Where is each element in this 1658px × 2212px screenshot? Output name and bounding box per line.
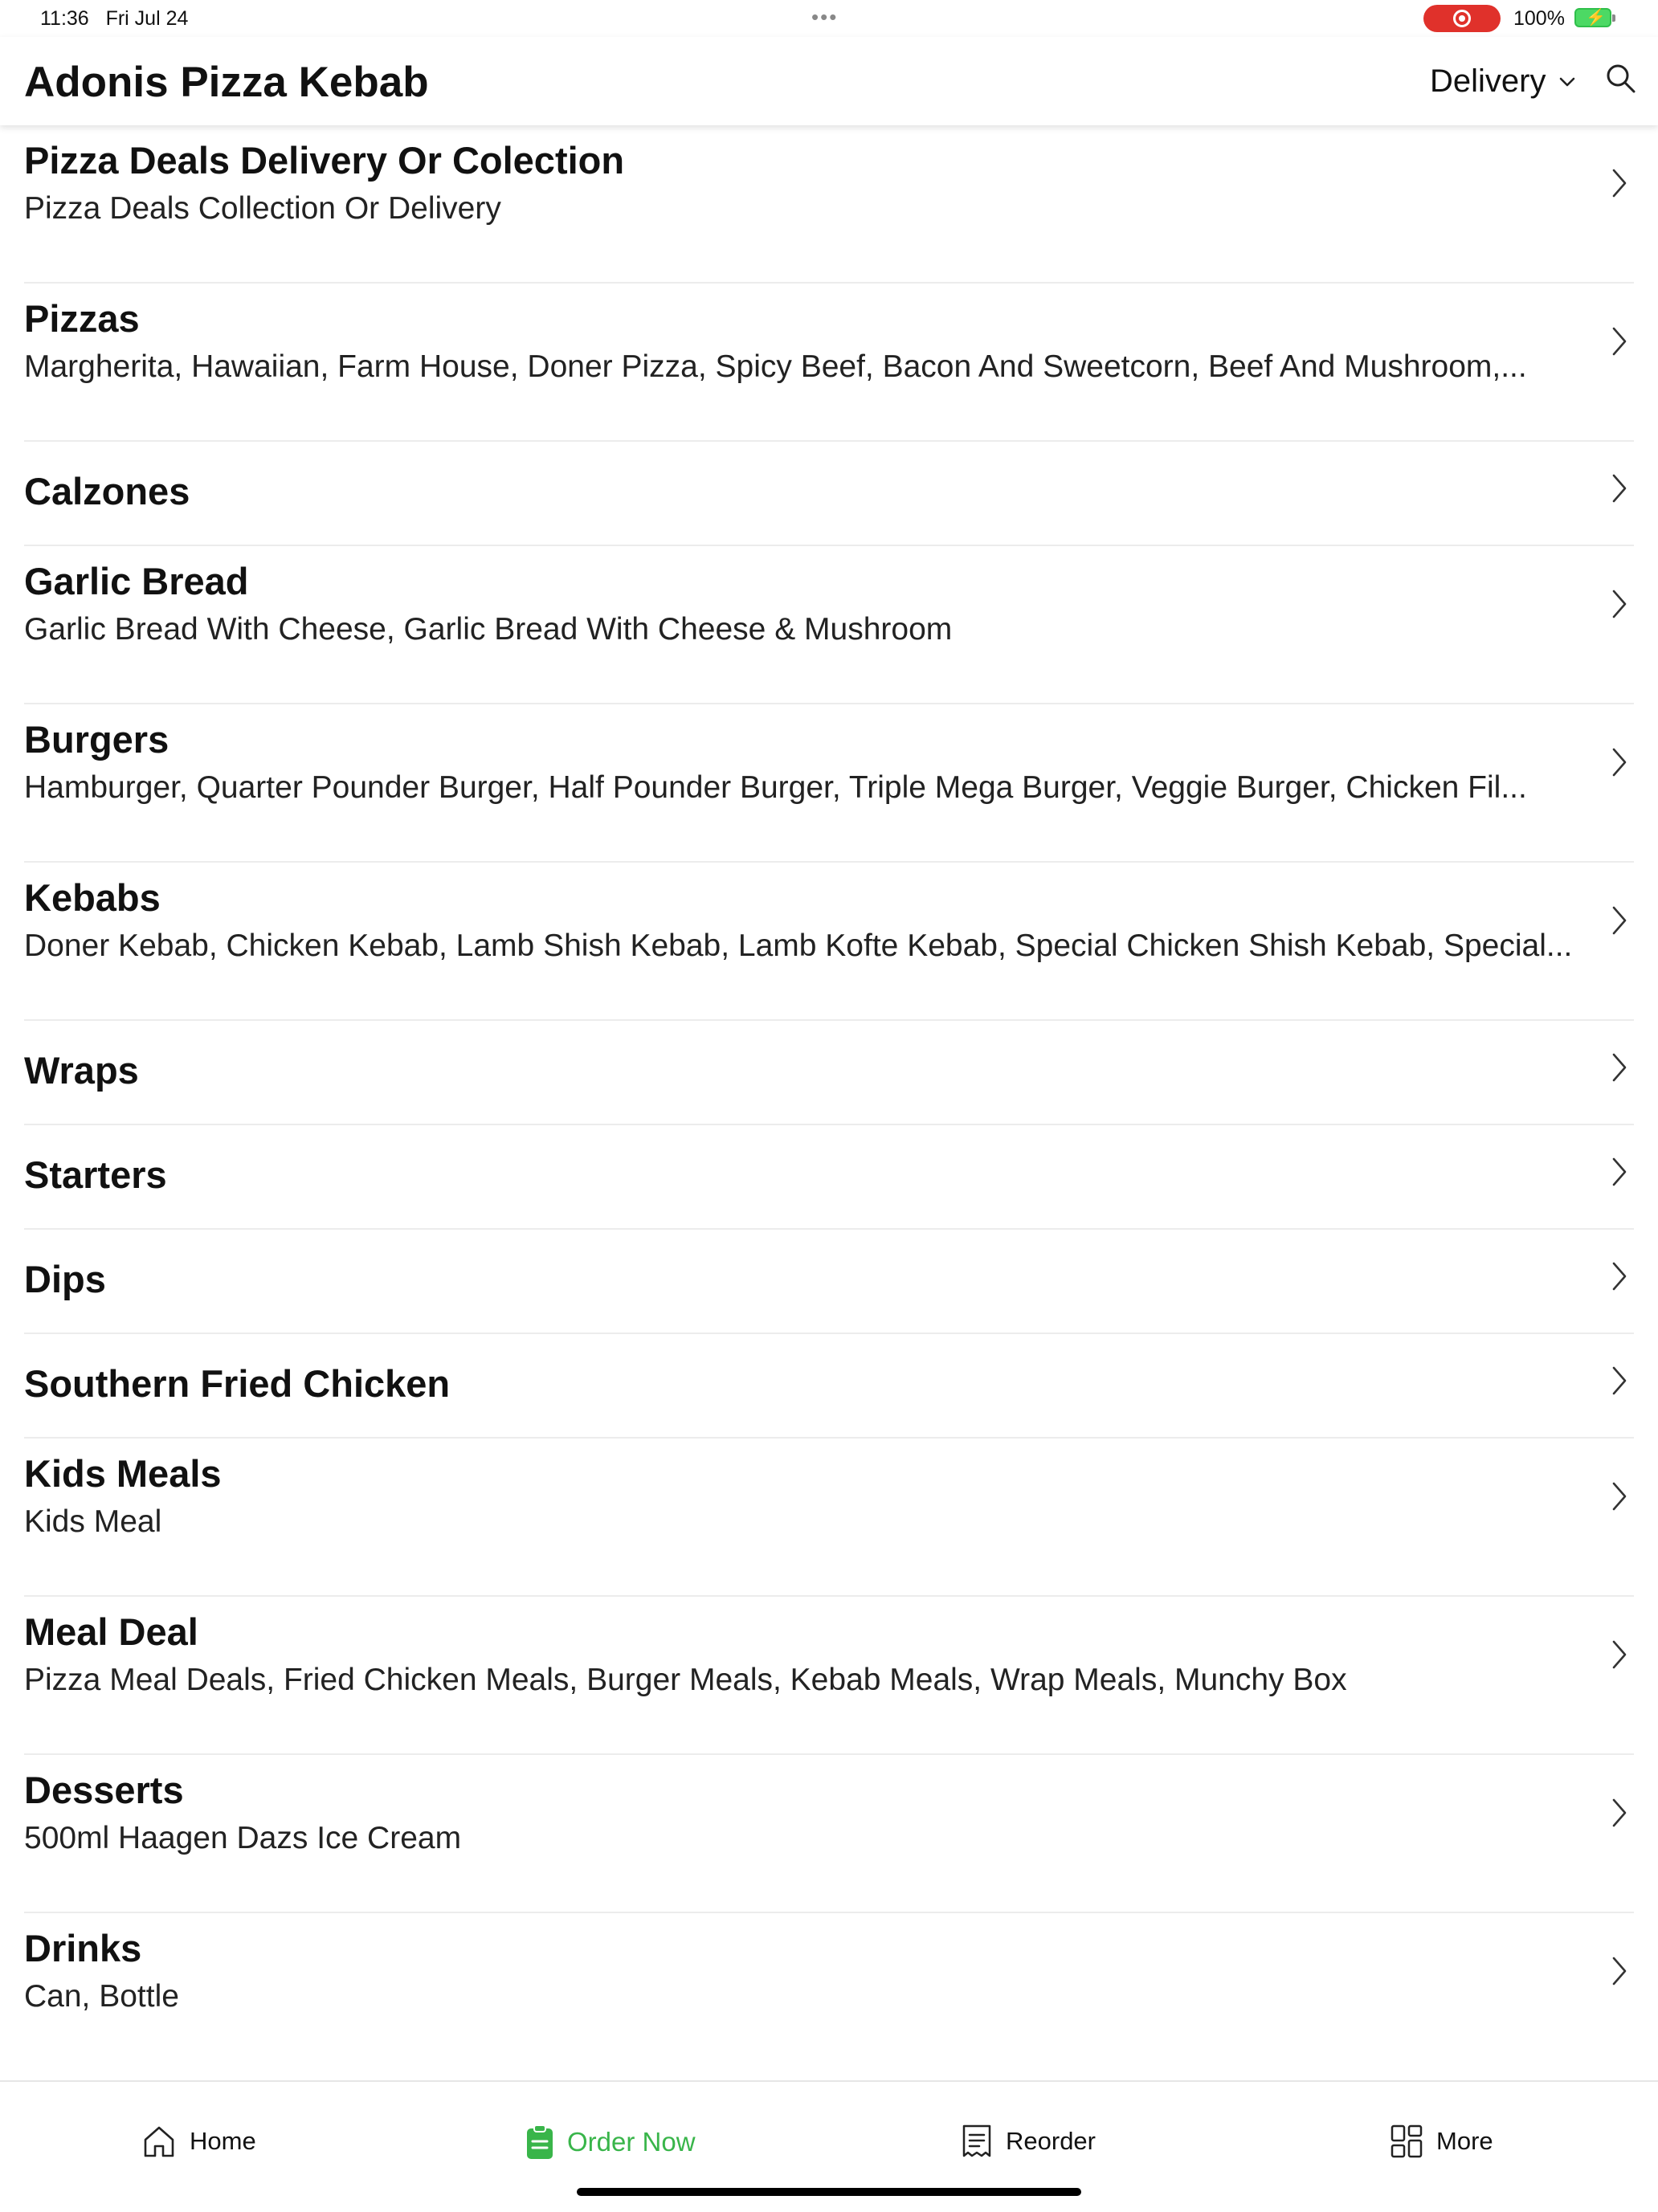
chevron-right-icon [1610,1797,1629,1829]
category-title: Pizza Deals Delivery Or Colection [24,139,625,182]
chevron-right-icon [1610,746,1629,778]
category-subtitle: Doner Kebab, Chicken Kebab, Lamb Shish Kebab, Lamb Kofte Kebab, Special Chicken Shish Kebab, Special... [24,928,1573,963]
chevron-right-icon [1610,1365,1629,1397]
category-title: Kebabs [24,876,161,919]
category-title: Starters [24,1153,167,1196]
category-row-garlic-bread[interactable] [24,546,1634,704]
battery-percentage: 100% [1513,7,1565,30]
category-subtitle: Can, Bottle [24,1979,179,2014]
category-row-southern-fried-chicken[interactable] [24,1334,1634,1439]
status-time [40,7,188,31]
category-row-pizzas[interactable] [24,284,1634,442]
category-title: Garlic Bread [24,560,249,602]
category-subtitle: Pizza Deals Collection Or Delivery [24,191,501,226]
tab-reorder[interactable] [961,2124,1096,2159]
multitasking-dots-icon[interactable]: ••• [811,5,839,29]
status-bar [0,0,1658,37]
category-subtitle: 500ml Haagen Dazs Ice Cream [24,1821,462,1855]
category-row-drinks[interactable] [24,1913,1634,2071]
category-row-desserts[interactable] [24,1755,1634,1913]
chevron-right-icon [1610,588,1629,620]
page-title: Adonis Pizza Kebab [24,59,429,106]
menu-category-list [0,125,1658,2071]
category-subtitle: Hamburger, Quarter Pounder Burger, Half Pounder Burger, Triple Mega Burger, Veggie Burger, Chicken Fil... [24,770,1527,805]
chevron-right-icon [1610,325,1629,357]
chevron-right-icon [1610,904,1629,937]
category-title: Drinks [24,1927,142,1969]
category-row-pizza-deals[interactable] [24,125,1634,284]
chevron-right-icon [1610,1480,1629,1512]
grid-icon [1390,2124,1423,2159]
chevron-right-icon [1610,1260,1629,1292]
category-row-meal-deal[interactable] [24,1597,1634,1755]
category-subtitle: Kids Meal [24,1504,162,1539]
home-indicator[interactable] [577,2188,1081,2196]
category-subtitle: Pizza Meal Deals, Fried Chicken Meals, Burger Meals, Kebab Meals, Wrap Meals, Munchy Box [24,1663,1347,1697]
chevron-right-icon [1610,167,1629,199]
category-subtitle: Margherita, Hawaiian, Farm House, Doner Pizza, Spicy Beef, Bacon And Sweetcorn, Beef And Mushroom,... [24,349,1527,384]
chevron-right-icon [1610,1051,1629,1084]
bottom-tab-bar [0,2080,1658,2212]
tab-home-label: Home [190,2127,256,2155]
status-clock: 11:36 [40,7,89,30]
tab-more[interactable] [1390,2124,1493,2159]
category-title: Wraps [24,1049,139,1092]
category-subtitle: Garlic Bread With Cheese, Garlic Bread With Cheese & Mushroom [24,612,953,647]
category-title: Desserts [24,1769,184,1811]
category-title: Burgers [24,718,169,761]
charging-bolt-icon: ⚡ [1586,9,1606,27]
tab-home[interactable] [141,2124,256,2159]
category-row-burgers[interactable] [24,704,1634,863]
app-header [0,37,1658,125]
chevron-down-icon [1558,76,1576,88]
category-row-starters[interactable] [24,1125,1634,1230]
order-clipboard-icon [525,2124,554,2161]
tab-order-now-label: Order Now [567,2127,696,2157]
category-row-kebabs[interactable] [24,863,1634,1021]
category-title: Pizzas [24,297,140,340]
category-title: Calzones [24,470,190,512]
chevron-right-icon [1610,1639,1629,1671]
screen-recording-icon[interactable] [1423,5,1501,32]
tab-more-label: More [1436,2127,1493,2155]
category-title: Dips [24,1258,106,1300]
delivery-mode-label: Delivery [1430,63,1546,99]
chevron-right-icon [1610,1156,1629,1188]
category-row-dips[interactable] [24,1230,1634,1334]
status-date: Fri Jul 24 [105,7,189,30]
category-row-calzones[interactable] [24,442,1634,546]
chevron-right-icon [1610,1955,1629,1987]
category-title: Meal Deal [24,1610,198,1653]
home-icon [141,2124,177,2159]
chevron-right-icon [1610,472,1629,504]
tab-reorder-label: Reorder [1006,2127,1096,2155]
category-row-kids-meals[interactable] [24,1439,1634,1597]
category-title: Southern Fried Chicken [24,1362,451,1405]
category-row-wraps[interactable] [24,1021,1634,1125]
delivery-mode-dropdown[interactable] [1430,63,1576,100]
category-title: Kids Meals [24,1452,222,1495]
tab-order-now[interactable] [525,2124,696,2161]
search-icon[interactable] [1605,63,1637,95]
receipt-icon [961,2124,993,2159]
